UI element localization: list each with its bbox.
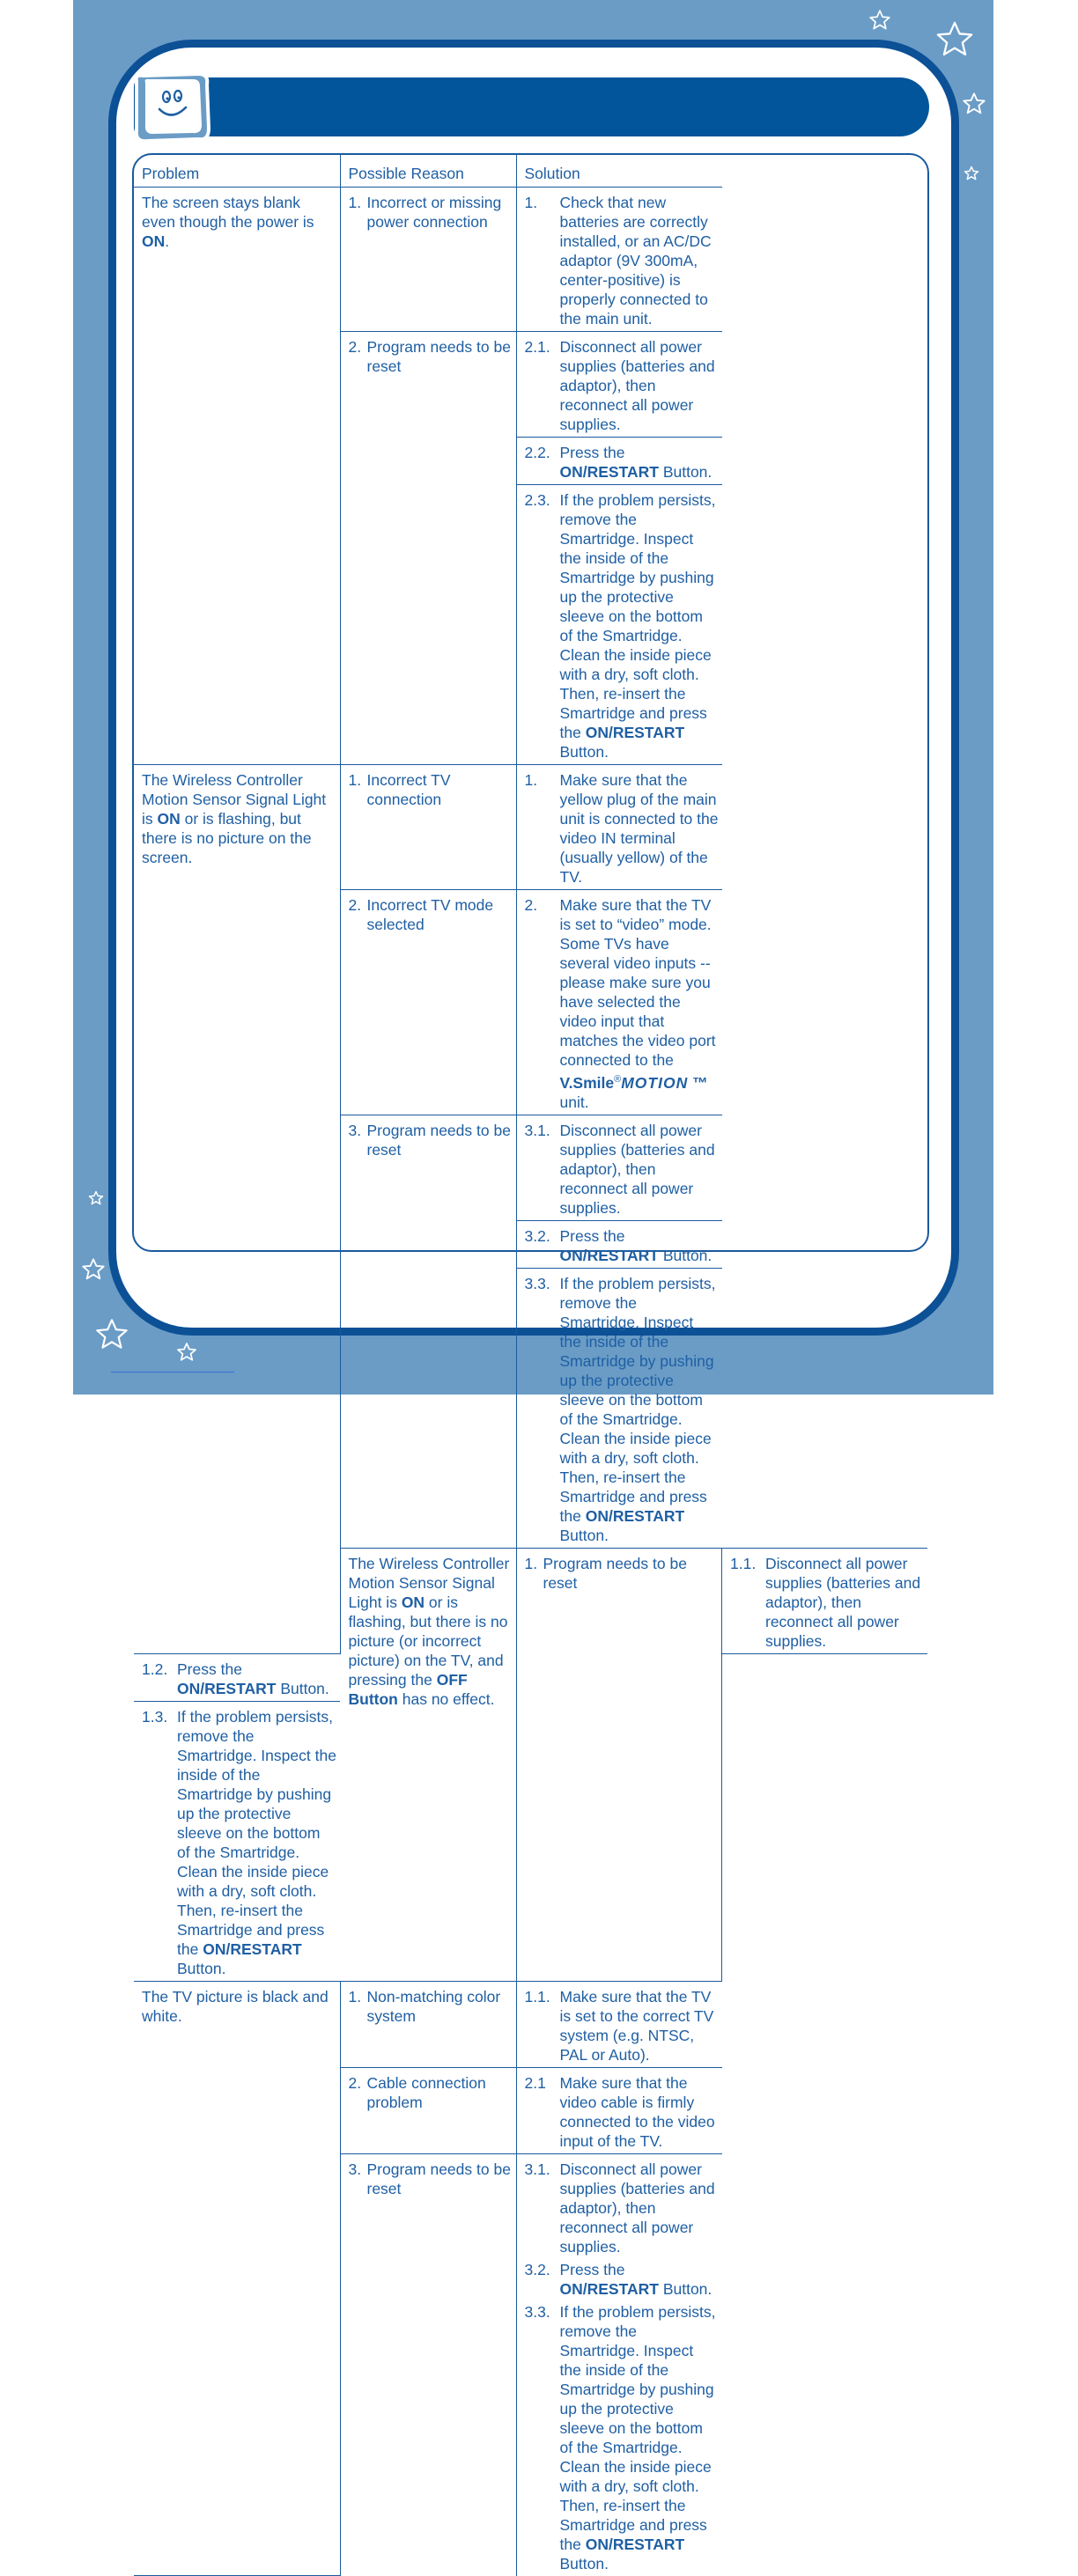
reason-cell: 1. Incorrect TV connection: [340, 765, 516, 890]
solution-cell: 2.3. If the problem persists, remove the Smartridge. Inspect the inside of the Smartridge by pushing up the protective sleeve on the bottom of the Smartridge. Clean the inside piece with a dry, soft cloth. Then, re-insert the Smartridge and press the ON/RESTART Button.: [516, 485, 722, 765]
star-icon: [962, 92, 986, 116]
star-icon: [88, 1190, 104, 1206]
reason-cell: 2. Program needs to be reset: [340, 332, 516, 765]
solution-cell: 1. Make sure that the yellow plug of the main unit is connected to the video IN terminal (usually yellow) of the TV.: [516, 765, 722, 890]
solution-cell: 3.2. Press the ON/RESTART Button.: [516, 1220, 722, 1268]
smiley-mascot-icon: [128, 70, 212, 146]
header-possible-reason: Possible Reason: [340, 155, 516, 188]
solution-cell: 3.1. Disconnect all power supplies (batteries and adaptor), then reconnect all power supplies. 3.2. Press the ON/RESTART Button. 3.3. If the problem persists, remove the Smartridge. Inspect the inside of the Smartridge by pushing up the protective sleeve on the bottom of the Smartridge. Clean the inside piece with a dry, soft cloth. Then, re-insert the Smartridge and press the ON/RESTART Button.: [516, 2153, 722, 2576]
reason-cell: 3. Program needs to be reset: [340, 2153, 516, 2576]
solution-cell: 2. Make sure that the TV is set to “video” mode. Some TVs have several video inputs -- please make sure you have selected the video input that matches the video port connected to the V.Smile®MOTION ™ unit.: [516, 890, 722, 1115]
solution-cell: 3.1. Disconnect all power supplies (batteries and adaptor), then reconnect all power supplies.: [516, 1115, 722, 1220]
solution-cell: 2.2. Press the ON/RESTART Button.: [516, 438, 722, 485]
header-solution: Solution: [516, 155, 722, 188]
reason-cell: 1. Program needs to be reset: [516, 1548, 722, 1981]
troubleshooting-table: [132, 153, 929, 2572]
problem-cell: The Wireless Controller Motion Sensor Signal Light is ON or is flashing, but there is no picture on the screen.: [134, 765, 340, 1654]
link-underline: [111, 1372, 234, 1373]
star-icon: [868, 9, 892, 32]
star-icon: [964, 166, 979, 181]
problem-cell: The Wireless Controller Motion Sensor Signal Light is ON or is flashing, but there is no picture (or incorrect picture) on the TV, and pressing the OFF Button has no effect.: [340, 1548, 516, 1981]
table-row: [134, 765, 927, 890]
solution-cell: 1.1. Disconnect all power supplies (batteries and adaptor), then reconnect all power supplies.: [722, 1548, 928, 1653]
table-row: [134, 188, 927, 332]
star-icon: [93, 1317, 130, 1352]
table-header-row: [134, 155, 927, 188]
header-problem: Problem: [134, 155, 340, 188]
problem-cell: The screen stays blank even though the power is ON.: [134, 188, 340, 765]
solution-cell: 1.2. Press the ON/RESTART Button.: [134, 1653, 340, 1701]
reason-cell: 1. Non-matching color system: [340, 1981, 516, 2067]
solution-cell: 1.1. Make sure that the TV is set to the correct TV system (e.g. NTSC, PAL or Auto).: [516, 1981, 722, 2067]
header-banner: [134, 77, 929, 136]
reason-cell: 3. Program needs to be reset: [340, 1115, 516, 1548]
solution-cell: 3.3. If the problem persists, remove the Smartridge. Inspect the inside of the Smartridge by pushing up the protective sleeve on the bottom of the Smartridge. Clean the inside piece with a dry, soft cloth. Then, re-insert the Smartridge and press the ON/RESTART Button.: [516, 1268, 722, 1548]
table-row: [134, 1981, 927, 2067]
solution-cell: 2.1 Make sure that the video cable is firmly connected to the video input of the TV.: [516, 2067, 722, 2153]
star-icon: [934, 19, 976, 60]
reason-cell: 1. Incorrect or missing power connection: [340, 188, 516, 332]
reason-cell: 2. Incorrect TV mode selected: [340, 890, 516, 1115]
solution-cell: 1.3. If the problem persists, remove the Smartridge. Inspect the inside of the Smartridge by pushing up the protective sleeve on the bottom of the Smartridge. Clean the inside piece with a dry, soft cloth. Then, re-insert the Smartridge and press the ON/RESTART Button.: [134, 1701, 340, 1981]
reason-cell: 2. Cable connection problem: [340, 2067, 516, 2153]
solution-cell: 1. Check that new batteries are correctly installed, or an AC/DC adaptor (9V 300mA, center-positive) is properly connected to the main unit.: [516, 188, 722, 332]
solution-cell: 2.1. Disconnect all power supplies (batteries and adaptor), then reconnect all power supplies.: [516, 332, 722, 438]
problem-cell: The TV picture is black and white.: [134, 1981, 340, 2576]
star-icon: [81, 1257, 106, 1282]
